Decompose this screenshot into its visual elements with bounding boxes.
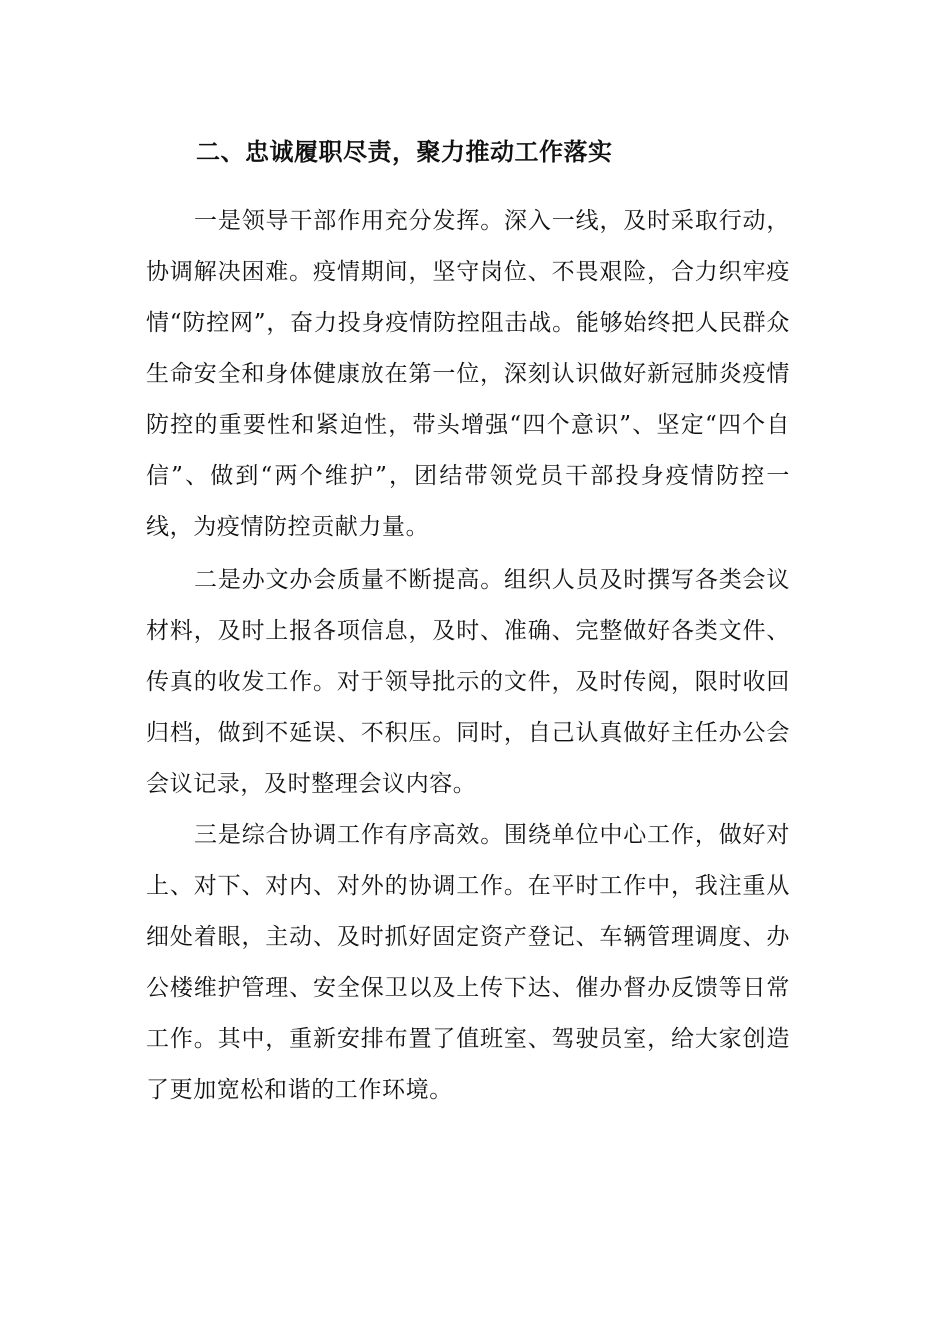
paragraph-leadership: 一是领导干部作用充分发挥。深入一线，及时采取行动，协调解决困难。疫情期间，坚守岗位、不畏艰险，合力织牢疫情“防控网”，奋力投身疫情防控阻击战。能够始终把人民群众生命安全和身体健康放在第一位，深刻认识做好新冠肺炎疫情防控的重要性和紧迫性，带头增强“四个意识”、坚定“四个自信”、做到“两个维护”，团结带领党员干部投身疫情防控一线，为疫情防控贡献力量。 [146, 208, 790, 540]
paragraph-coordination: 三是综合协调工作有序高效。围绕单位中心工作，做好对上、对下、对内、对外的协调工作。在平时工作中，我注重从细处着眼，主动、及时抓好固定资产登记、车辆管理调度、办公楼维护管理、安全保卫以及上传下达、催办督办反馈等日常工作。其中，重新安排布置了值班室、驾驶员室，给大家创造了更加宽松和谐的工作环境。 [146, 822, 790, 1103]
paragraph-document-handling: 二是办文办会质量不断提高。组织人员及时撰写各类会议材料，及时上报各项信息，及时、准确、完整做好各类文件、传真的收发工作。对于领导批示的文件，及时传阅，限时收回归档，做到不延误、不积压。同时，自己认真做好主任办公会会议记录，及时整理会议内容。 [146, 567, 790, 797]
section-heading: 二、忠诚履职尽责，聚力推动工作落实 [196, 138, 613, 166]
